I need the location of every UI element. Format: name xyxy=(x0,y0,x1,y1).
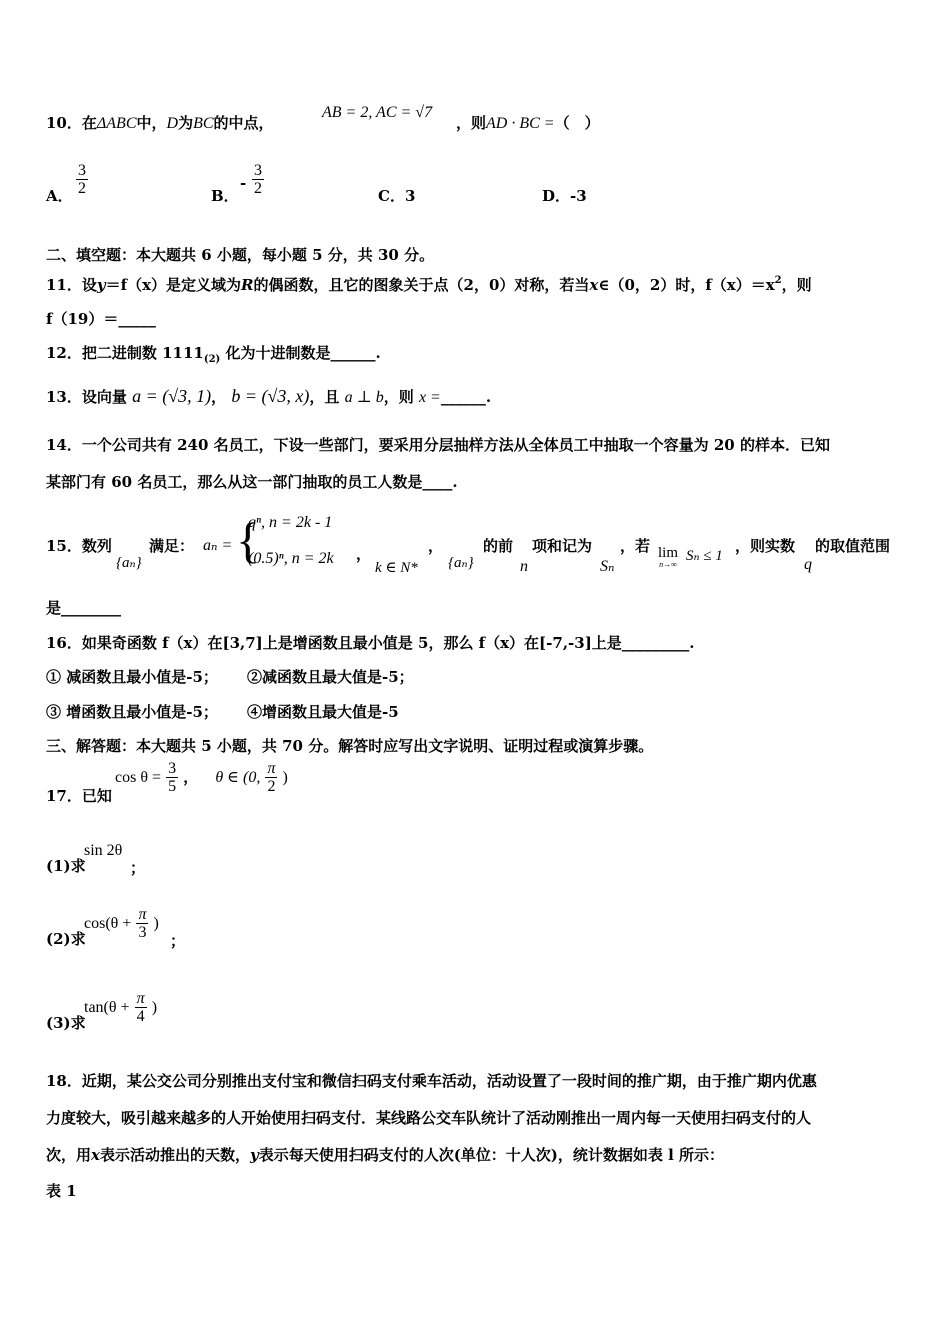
question-16-opt2: ②减函数且最大值是-5； xyxy=(247,668,414,686)
math-condition: AB = 2, AC = √7 xyxy=(322,104,433,121)
question-15-line2: 是________ xyxy=(46,599,122,617)
option-c: C．3 xyxy=(378,187,416,205)
math-limit: lim n→∞ xyxy=(658,545,679,569)
question-14: 14．一个公司共有 240 名员工，下设一些部门，要采用分层抽样方法从全体员工中抽取一个容量为 20 的样本．已知 xyxy=(46,436,830,454)
math-sequence-def: aₙ = xyxy=(203,537,233,554)
option-b-fraction: $\frac{3}{2}$ xyxy=(254,162,262,197)
math-dot-product: AD · BC = xyxy=(486,115,555,132)
question-16-opt3: ③ 增函数且最小值是-5； xyxy=(46,703,218,721)
math-tan-expr: tan(θ + $\frac{\pi}{4}$ ) xyxy=(84,990,158,1025)
option-a: A． xyxy=(46,187,73,205)
question-number: 10． xyxy=(46,114,82,132)
brace-icon: { xyxy=(236,512,260,568)
table-label: 表 1 xyxy=(46,1182,77,1200)
math-cos-expr: cos(θ + $\frac{\pi}{3}$ ) xyxy=(84,906,159,941)
question-17-part1: (1)求 xyxy=(46,857,86,875)
question-11-line2: f（19）＝_____ xyxy=(46,310,156,328)
question-18: 18．近期，某公交公司分别推出支付宝和微信扫码支付乘车活动，活动设置了一段时间的推广期，由于推广期内优惠 xyxy=(46,1072,817,1090)
question-16-opt4: ④增函数且最大值是-5 xyxy=(247,703,399,721)
math-vector-b: b = (√3, x) xyxy=(231,386,310,406)
question-17-part2: (2)求 xyxy=(46,930,86,948)
question-18-line2: 力度较大，吸引越来越多的人开始使用扫码支付．某线路公交车队统计了活动刚推出一周内每一天使用扫码支付的人 xyxy=(46,1109,812,1127)
math-cos-given: cos θ = $\frac{3}{5}$ ， θ ∈ (0, $\frac{\pi}{2}$ ) xyxy=(115,760,288,795)
question-16: 16．如果奇函数 f（x）在[3,7]上是增函数且最小值是 5，那么 f（x）在[-7,-3]上是_________. xyxy=(46,634,695,652)
math-vector-a: a = (√3, 1) xyxy=(132,386,212,406)
math-triangle: ΔABC xyxy=(96,115,137,132)
option-a-fraction: $\frac{3}{2}$ xyxy=(78,162,86,197)
question-15: 15．数列 xyxy=(46,537,112,555)
section-3-heading: 三、解答题：本大题共 5 小题，共 70 分。解答时应写出文字说明、证明过程或演算步骤。 xyxy=(46,737,654,755)
option-d: D．-3 xyxy=(542,187,587,205)
question-18-line3: 次，用x表示活动推出的天数，y表示每天使用扫码支付的人次(单位：十人次)，统计数据如表 l 所示： xyxy=(46,1146,725,1164)
question-13: 13．设向量 a = (√3, 1)， b = (√3, x)，且 a ⊥ b，则 x =______. xyxy=(46,386,492,406)
question-16-opt1: ① 减函数且最小值是-5； xyxy=(46,668,218,686)
option-b: B． xyxy=(211,187,239,205)
question-10: 10．在ΔABC中，D为BC的中点， xyxy=(46,114,274,132)
question-12: 12．把二进制数 $1111_{(2)}$ 化为十进制数是______. xyxy=(46,344,381,365)
question-17: 17．已知 xyxy=(46,787,112,805)
question-11: 11．设y＝f（x）是定义域为R的偶函数，且它的图象关于点（2，0）对称，若当x∈（0，2）时，$f(x)=x^2$，则 xyxy=(46,275,812,294)
section-2-heading: 二、填空题：本大题共 6 小题，每小题 5 分，共 30 分。 xyxy=(46,246,435,264)
question-14-line2: 某部门有 60 名员工，那么从这一部门抽取的员工人数是____. xyxy=(46,473,458,491)
question-17-part3: (3)求 xyxy=(46,1014,86,1032)
